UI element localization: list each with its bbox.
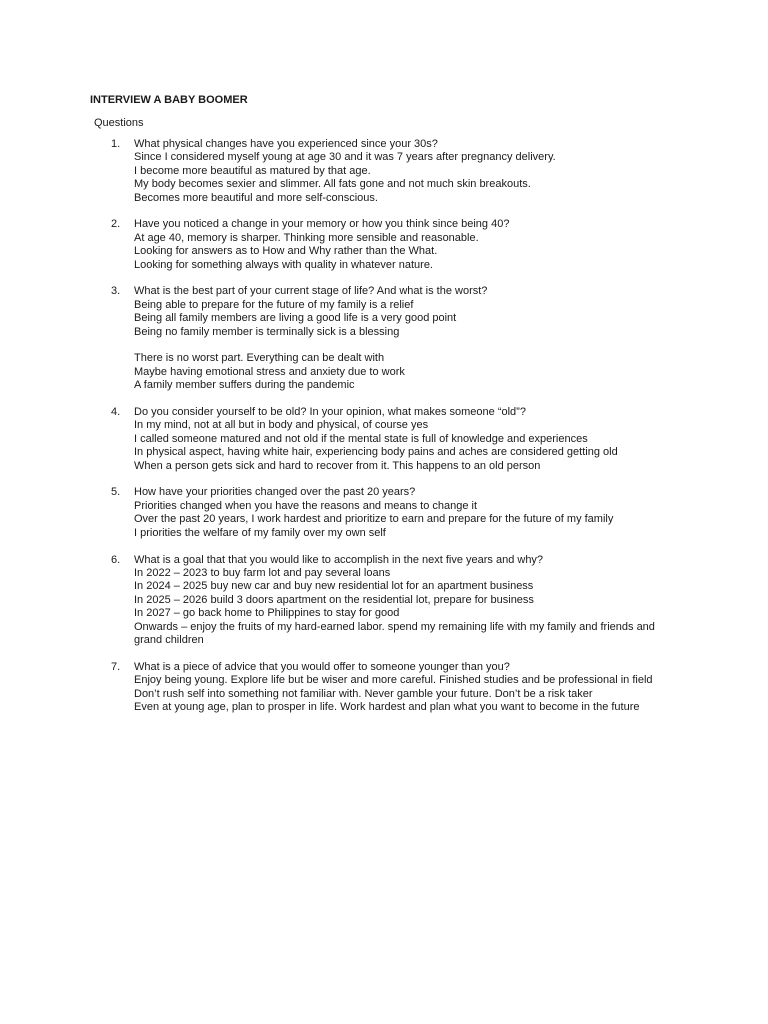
question-text: What physical changes have you experienced since your 30s? xyxy=(134,138,438,150)
answer-line: In physical aspect, having white hair, experiencing body pains and aches are considered getting old xyxy=(134,446,618,459)
question-item xyxy=(0,406,768,473)
question-item xyxy=(0,218,768,272)
answer-spacer xyxy=(134,339,734,352)
answer-line: Onwards – enjoy the fruits of my hard-earned labor. spend my remaining life with my family and friends and grand children xyxy=(134,620,655,646)
question-item xyxy=(0,285,768,392)
answer-line: Looking for answers as to How and Why rather than the What. xyxy=(134,245,438,258)
question-number: 2. xyxy=(111,218,121,231)
question-number: 7. xyxy=(111,660,121,673)
question-text: What is a piece of advice that you would offer to someone younger than you? xyxy=(134,660,510,673)
question-number: 5. xyxy=(111,486,121,499)
answer-line: Being all family members are living a good life is a very good point xyxy=(134,312,457,325)
question-list xyxy=(0,138,768,728)
document-subtitle: Questions xyxy=(94,117,144,129)
answer-line: In my mind, not at all but in body and physical, of course yes xyxy=(134,419,429,432)
answer-line: I become more beautiful as matured by that age. xyxy=(134,164,371,177)
answer-line: In 2024 – 2025 buy new car and buy new residential lot for an apartment business xyxy=(134,580,534,593)
question-text: How have your priorities changed over the past 20 years? xyxy=(134,486,416,499)
question-number: 3. xyxy=(111,285,121,298)
answer-line: In 2025 – 2026 build 3 doors apartment on the residential lot, prepare for business xyxy=(134,593,534,606)
answer-line: At age 40, memory is sharper. Thinking more sensible and reasonable. xyxy=(134,231,479,244)
answer-line: Becomes more beautiful and more self-conscious. xyxy=(134,191,378,204)
answer-line: When a person gets sick and hard to recover from it. This happens to an old person xyxy=(134,459,541,472)
answer-line: There is no worst part. Everything can be dealt with xyxy=(134,352,385,365)
question-text: What is a goal that that you would like to accomplish in the next five years and why? xyxy=(134,553,544,566)
question-text: What is the best part of your current stage of life? And what is the worst? xyxy=(134,285,488,298)
question-text: Have you noticed a change in your memory or how you think since being 40? xyxy=(134,218,510,231)
answer-line: A family member suffers during the pandemic xyxy=(134,379,355,392)
document-title: INTERVIEW A BABY BOOMER xyxy=(90,94,248,106)
answer-line: I called someone matured and not old if the mental state is full of knowledge and experiences xyxy=(134,432,588,445)
answer-line: My body becomes sexier and slimmer. All fats gone and not much skin breakouts. xyxy=(134,178,531,191)
answer-line: Being able to prepare for the future of my family is a relief xyxy=(134,298,414,311)
answer-line: Over the past 20 years, I work hardest and prioritize to earn and prepare for the future of my family xyxy=(134,513,614,526)
question-number: 1. xyxy=(111,138,121,150)
answer-line: Being no family member is terminally sick is a blessing xyxy=(134,325,400,338)
answer-line: Priorities changed when you have the reasons and means to change it xyxy=(134,499,478,512)
answer-line: In 2027 – go back home to Philippines to stay for good xyxy=(134,607,400,620)
answer-line: In 2022 – 2023 to buy farm lot and pay several loans xyxy=(134,566,391,579)
question-item xyxy=(0,486,768,540)
answer-line: Since I considered myself young at age 30 and it was 7 years after pregnancy delivery. xyxy=(134,151,556,164)
question-item xyxy=(0,138,768,205)
answer-line: Even at young age, plan to prosper in life. Work hardest and plan what you want to become in the future xyxy=(134,700,640,713)
answer-line: I priorities the welfare of my family over my own self xyxy=(134,526,386,539)
answer-line: Don’t rush self into something not familiar with. Never gamble your future. Don’t be a risk taker xyxy=(134,687,593,700)
question-text: Do you consider yourself to be old? In your opinion, what makes someone “old”? xyxy=(134,406,526,419)
answer-line: Maybe having emotional stress and anxiety due to work xyxy=(134,365,405,378)
answer-line: Enjoy being young. Explore life but be wiser and more careful. Finished studies and be professional in field xyxy=(134,674,653,687)
question-item xyxy=(0,661,768,715)
answer-line: Looking for something always with quality in whatever nature. xyxy=(134,258,433,271)
question-item xyxy=(0,554,768,648)
question-number: 6. xyxy=(111,553,121,566)
question-number: 4. xyxy=(111,406,121,419)
